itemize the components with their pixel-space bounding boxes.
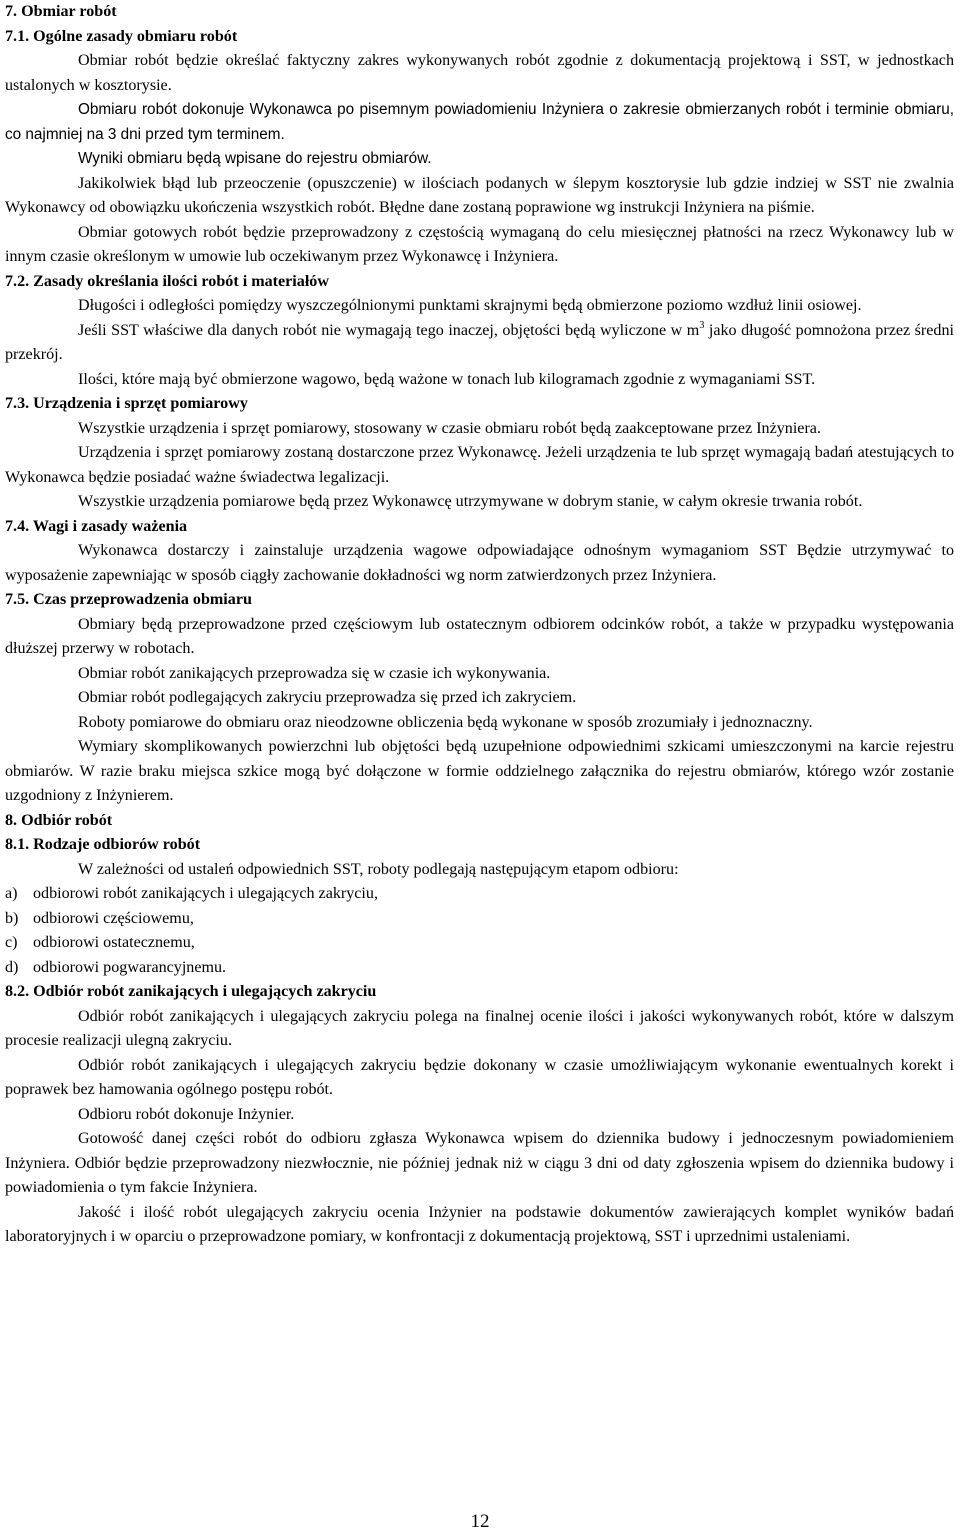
paragraph: Jakikolwiek błąd lub przeoczenie (opuszczenie) w ilościach podanych w ślepym kosztorysie lub gdzie indziej w SST nie zwalnia Wykonawcy od obowiązku ukończenia wszystkich robót. Błędne dane zostaną poprawione wg instrukcji Inżyniera na piśmie. <box>5 174 954 216</box>
paragraph: Wykonawca dostarczy i zainstaluje urządzenia wagowe odpowiadające odnośnym wymaganiom SST Będzie utrzymywać to wyposażenie zapewniając w sposób ciągły zachowanie dokładności wg norm zatwierdzonych przez Inżyniera. <box>5 542 954 584</box>
list-item-label: c) <box>5 934 18 951</box>
paragraph: Wyniki obmiaru będą wpisane do rejestru obmiarów. <box>78 150 432 167</box>
paragraph: Obmiar robót podlegających zakryciu przeprowadza się przed ich zakryciem. <box>78 689 577 706</box>
superscript: 3 <box>699 319 705 331</box>
paragraph: Obmiaru robót dokonuje Wykonawca po pisemnym powiadomieniu Inżyniera o zakresie obmierzanych robót i terminie obmiaru, co najmniej na 3 dni przed tym terminem. <box>5 101 954 143</box>
paragraph: Odbioru robót dokonuje Inżynier. <box>78 1105 295 1123</box>
section-heading: 7. Obmiar robót <box>5 3 117 20</box>
list-item-text: odbiorowi częściowemu, <box>33 909 194 927</box>
paragraph <box>5 319 954 368</box>
paragraph: Wszystkie urządzenia i sprzęt pomiarowy, stosowany w czasie obmiaru robót będą zaakceptowane przez Inżyniera. <box>78 419 821 437</box>
paragraph: Obmiar robót zanikających przeprowadza się w czasie ich wykonywania. <box>78 664 551 682</box>
paragraph: Długości i odległości pomiędzy wyszczególnionymi punktami skrajnymi będą obmierzone poziomo wzdłuż linii osiowej. <box>78 297 862 314</box>
list-item-label: a) <box>5 885 18 902</box>
paragraph-text: jako długość pomnożona przez średni przekrój. <box>5 321 954 363</box>
paragraph: Wszystkie urządzenia pomiarowe będą przez Wykonawcę utrzymywane w dobrym stanie, w całym okresie trwania robót. <box>78 493 863 510</box>
document-page <box>5 0 954 1250</box>
subsection-heading: 7.4. Wagi i zasady ważenia <box>5 517 188 535</box>
section-heading: 8. Odbiór robót <box>5 811 113 829</box>
subsection-heading: 7.3. Urządzenia i sprzęt pomiarowy <box>5 395 248 412</box>
subsection-heading: 7.5. Czas przeprowadzenia obmiaru <box>5 591 252 608</box>
subsection-heading: 8.1. Rodzaje odbiorów robót <box>5 836 201 853</box>
list-item <box>5 907 954 932</box>
paragraph: Roboty pomiarowe do obmiaru oraz nieodzowne obliczenia będą wykonane w sposób zrozumiały i jednoznaczny. <box>78 713 813 731</box>
subsection-heading: 7.1. Ogólne zasady obmiaru robót <box>5 27 238 45</box>
paragraph: Obmiar gotowych robót będzie przeprowadzony z częstością wymaganą do celu miesięcznej płatności na rzecz Wykonawcy lub w innym czasie określonym w umowie lub oczekiwanym przez Wykonawcę i Inżyniera. <box>5 223 954 265</box>
paragraph-text: Jeśli SST właściwe dla danych robót nie wymagają tego inaczej, objętości będą wyliczone w m <box>78 321 700 339</box>
paragraph: W zależności od ustaleń odpowiednich SST, roboty podlegają następującym etapom odbioru: <box>78 860 679 878</box>
paragraph: Urządzenia i sprzęt pomiarowy zostaną dostarczone przez Wykonawcę. Jeżeli urządzenia te lub sprzęt wymagają badań atestujących to Wykonawca będzie posiadać ważne świadectwa legalizacji. <box>5 444 954 486</box>
paragraph: Ilości, które mają być obmierzone wagowo, będą ważone w tonach lub kilogramach zgodnie z wymaganiami SST. <box>78 370 816 388</box>
list-item <box>5 931 954 956</box>
list-item-label: b) <box>5 909 19 927</box>
list-item-text: odbiorowi robót zanikających i ulegających zakryciu, <box>33 885 378 902</box>
paragraph: Obmiary będą przeprowadzone przed częściowym lub ostatecznym odbiorem odcinków robót, a także w przypadku występowania dłuższej przerwy w robotach. <box>5 615 954 657</box>
paragraph: Odbiór robót zanikających i ulegających zakryciu będzie dokonany w czasie umożliwiającym wykonanie ewentualnych korekt i poprawek bez hamowania ogólnego postępu robót. <box>5 1056 954 1098</box>
list-item <box>5 882 954 907</box>
list-item-text: odbiorowi ostatecznemu, <box>33 934 195 951</box>
paragraph: Jakość i ilość robót ulegających zakryciu ocenia Inżynier na podstawie dokumentów zawierających komplet wyników badań laboratoryjnych i w oparciu o przeprowadzone pomiary, w konfrontacji z dokumentacją projektową, SST i uprzednimi ustaleniami. <box>5 1203 954 1245</box>
paragraph: Wymiary skomplikowanych powierzchni lub objętości będą uzupełnione odpowiednimi szkicami umieszczonymi na karcie rejestru obmiarów. W razie braku miejsca szkice mogą być dołączone w formie oddzielnego załącznika do rejestru obmiarów, którego wzór zostanie uzgodniony z Inżynierem. <box>5 738 954 804</box>
page-number: 12 <box>470 1511 490 1532</box>
paragraph: Obmiar robót będzie określać faktyczny zakres wykonywanych robót zgodnie z dokumentacją projektową i SST, w jednostkach ustalonych w kosztorysie. <box>5 52 954 94</box>
list-item-label: d) <box>5 958 19 976</box>
subsection-heading: 8.2. Odbiór robót zanikających i ulegających zakryciu <box>5 983 377 1000</box>
paragraph: Odbiór robót zanikających i ulegających zakryciu polega na finalnej ocenie ilości i jakości wykonywanych robót, które w dalszym procesie realizacji ulegną zakryciu. <box>5 1007 954 1049</box>
subsection-heading: 7.2. Zasady określania ilości robót i materiałów <box>5 272 329 290</box>
list-item-text: odbiorowi pogwarancyjnemu. <box>33 958 227 976</box>
list-item <box>5 956 954 981</box>
paragraph: Gotowość danej części robót do odbioru zgłasza Wykonawca wpisem do dziennika budowy i jednoczesnym powiadomieniem Inżyniera. Odbiór będzie przeprowadzony niezwłocznie, nie później jednak niż w ciągu 3 dni od daty zgłoszenia wpisem do dziennika budowy i powiadomienia o tym fakcie Inżyniera. <box>5 1130 954 1196</box>
